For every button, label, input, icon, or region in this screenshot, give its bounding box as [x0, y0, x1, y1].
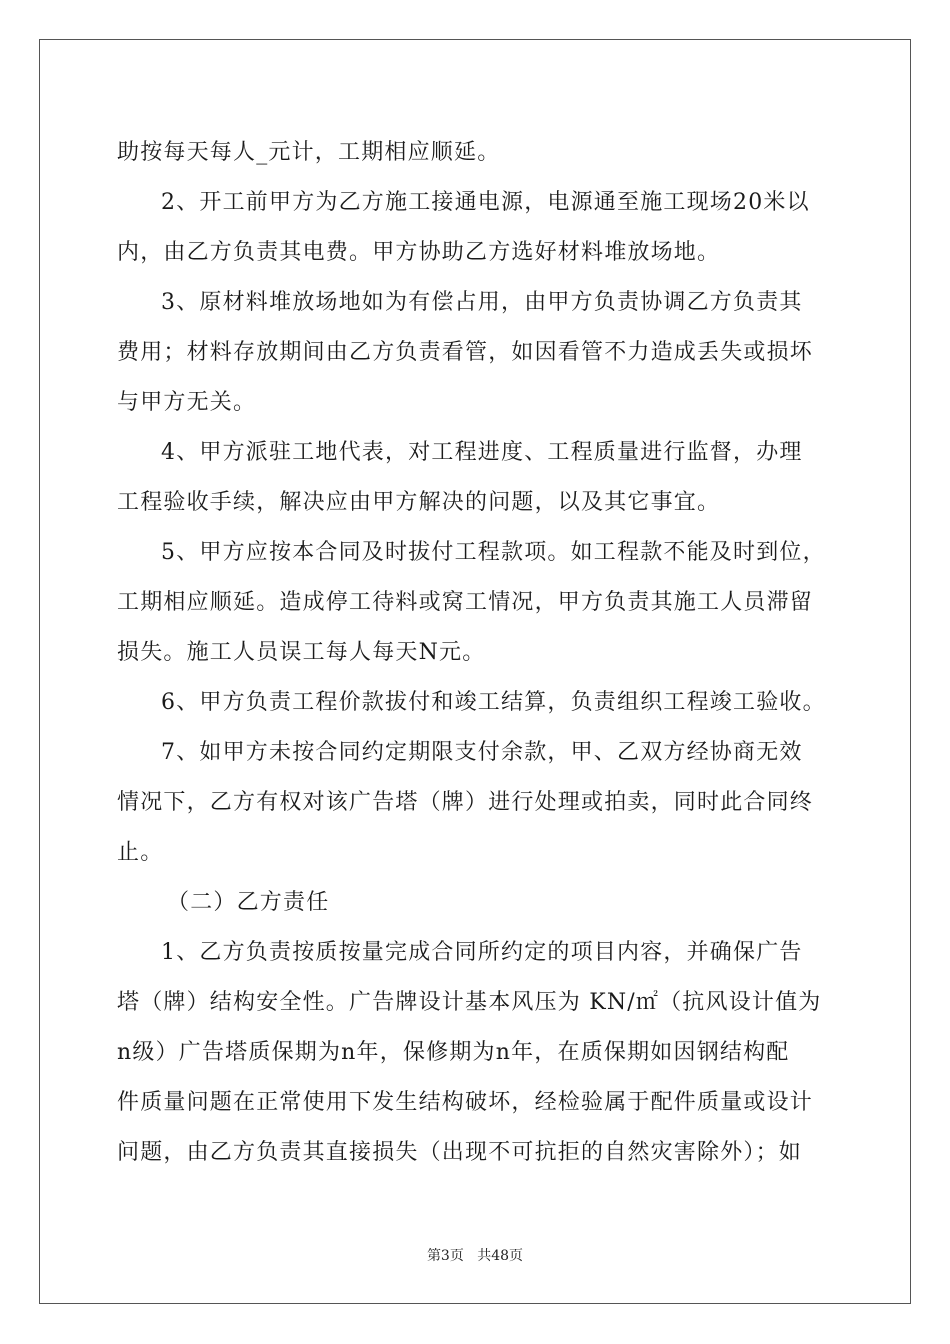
text-line: 费用；材料存放期间由乙方负责看管，如因看管不力造成丢失或损坏	[117, 340, 814, 365]
text-line: 与甲方无关。	[117, 390, 257, 415]
text-line: 6、甲方负责工程价款拔付和竣工结算，负责组织工程竣工验收。	[161, 690, 826, 715]
text-line: 3、原材料堆放场地如为有偿占用，由甲方负责协调乙方负责其	[161, 290, 803, 315]
text-line: 损失。施工人员误工每人每天N元。	[117, 640, 486, 665]
text-line: 问题，由乙方负责其直接损失（出现不可抗拒的自然灾害除外）；如	[117, 1140, 803, 1165]
page-total: 共48页	[477, 1248, 524, 1264]
text-line: 工程验收手续，解决应由甲方解决的问题，以及其它事宜。	[117, 490, 721, 515]
page-footer	[0, 1245, 950, 1265]
text-line: 情况下，乙方有权对该广告塔（牌）进行处理或拍卖，同时此合同终	[117, 790, 814, 815]
text-line: 内，由乙方负责其电费。甲方协助乙方选好材料堆放场地。	[117, 240, 721, 265]
text-line: 4、甲方派驻工地代表，对工程进度、工程质量进行监督，办理	[161, 440, 803, 465]
text-line: 2、开工前甲方为乙方施工接通电源，电源通至施工现场20米以	[161, 190, 810, 215]
text-line: 件质量问题在正常使用下发生结构破坏，经检验属于配件质量或设计	[117, 1090, 814, 1115]
text-line: 工期相应顺延。造成停工待料或窝工情况，甲方负责其施工人员滞留	[117, 590, 814, 615]
text-line: 助按每天每人_元计，工期相应顺延。	[117, 140, 501, 165]
document-body	[117, 128, 835, 1178]
text-line: 1、乙方负责按质按量完成合同所约定的项目内容，并确保广告	[161, 940, 803, 965]
text-line: 5、甲方应按本合同及时拔付工程款项。如工程款不能及时到位，	[161, 540, 826, 565]
text-line: 塔（牌）结构安全性。广告牌设计基本风压为 KN/㎡（抗风设计值为	[117, 990, 822, 1015]
text-line: 止。	[117, 840, 164, 865]
section-heading: （二）乙方责任	[167, 890, 330, 915]
page-number: 第3页	[426, 1248, 464, 1264]
text-line: n级）广告塔质保期为n年，保修期为n年，在质保期如因钢结构配	[117, 1040, 790, 1065]
text-line: 7、如甲方未按合同约定期限支付余款，甲、乙双方经协商无效	[161, 740, 803, 765]
